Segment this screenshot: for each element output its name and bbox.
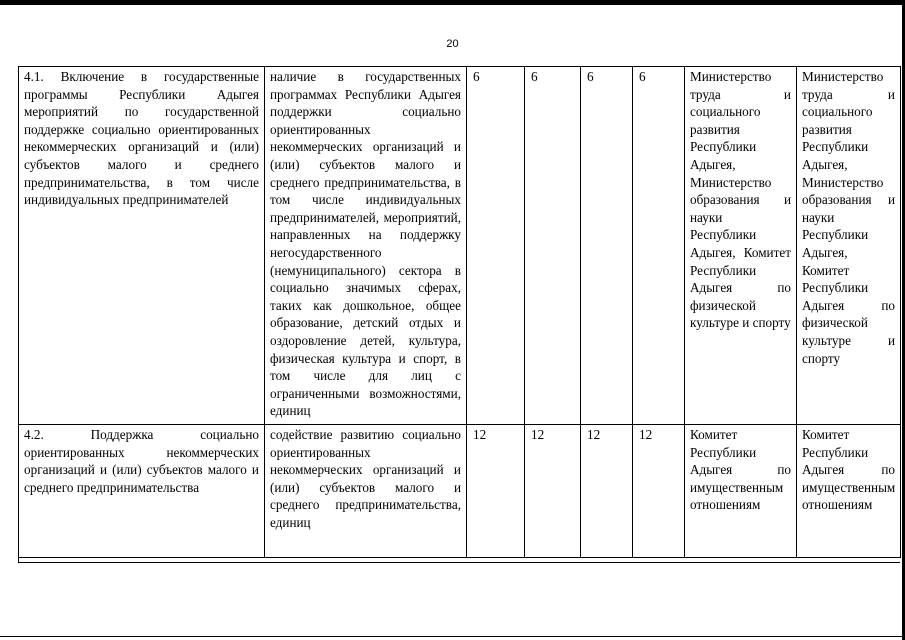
measure-cell: 4.2. Поддержка социально ориентированных некоммерческих организаций и (или) субъектов малого и среднего предпринимательства — [19, 425, 265, 558]
bottom-border — [0, 636, 905, 637]
measures-table — [18, 66, 901, 558]
coexecutor-cell: Комитет Республики Адыгея по имущественным отношениям — [797, 425, 901, 558]
responsible-cell: Министерство труда и социального развития Республики Адыгея, Министерство образования и науки Республики Адыгея, Комитет Республики Адыгея по физической культуре и спорту — [685, 67, 797, 425]
table-left-rule — [18, 66, 19, 562]
table-row — [19, 67, 901, 425]
value-cell: 12 — [633, 425, 685, 558]
value-cell: 12 — [525, 425, 581, 558]
page-number: 20 — [446, 38, 459, 50]
value-cell: 6 — [525, 67, 581, 425]
measure-cell: 4.1. Включение в государственные программы Республики Адыгея мероприятий по государственной поддержке социально ориентированных некоммерческих организаций и (или) субъектов малого и среднего предпринимательства, в том числе индивидуальных предпринимателей — [19, 67, 265, 425]
value-cell: 12 — [467, 425, 525, 558]
top-border — [0, 0, 905, 5]
value-cell: 6 — [467, 67, 525, 425]
indicator-cell: наличие в государственных программах Республики Адыгея поддержки социально ориентированных некоммерческих организаций и (или) субъектов малого и среднего предпринимательства, в том числе индивидуальных предпринимателей, мероприятий, направленных на поддержку негосударственного (немуниципального) сектора в социально значимых сферах, таких как дошкольное, общее образование, детский отдых и оздоровление детей, культура, физическая культура и спорт, в том числе для лиц с ограниченными возможностями, единиц — [265, 67, 467, 425]
value-cell: 12 — [581, 425, 633, 558]
responsible-cell: Комитет Республики Адыгея по имущественным отношениям — [685, 425, 797, 558]
coexecutor-cell: Министерство труда и социального развития Республики Адыгея, Министерство образования и науки Республики Адыгея, Комитет Республики Адыгея по физической культуре и спорту — [797, 67, 901, 425]
value-cell: 6 — [581, 67, 633, 425]
table-bottom-rule — [18, 562, 900, 563]
table-row — [19, 425, 901, 558]
indicator-cell: содействие развитию социально ориентированных некоммерческих организаций и (или) субъектов малого и среднего предпринимательства, единиц — [265, 425, 467, 558]
value-cell: 6 — [633, 67, 685, 425]
